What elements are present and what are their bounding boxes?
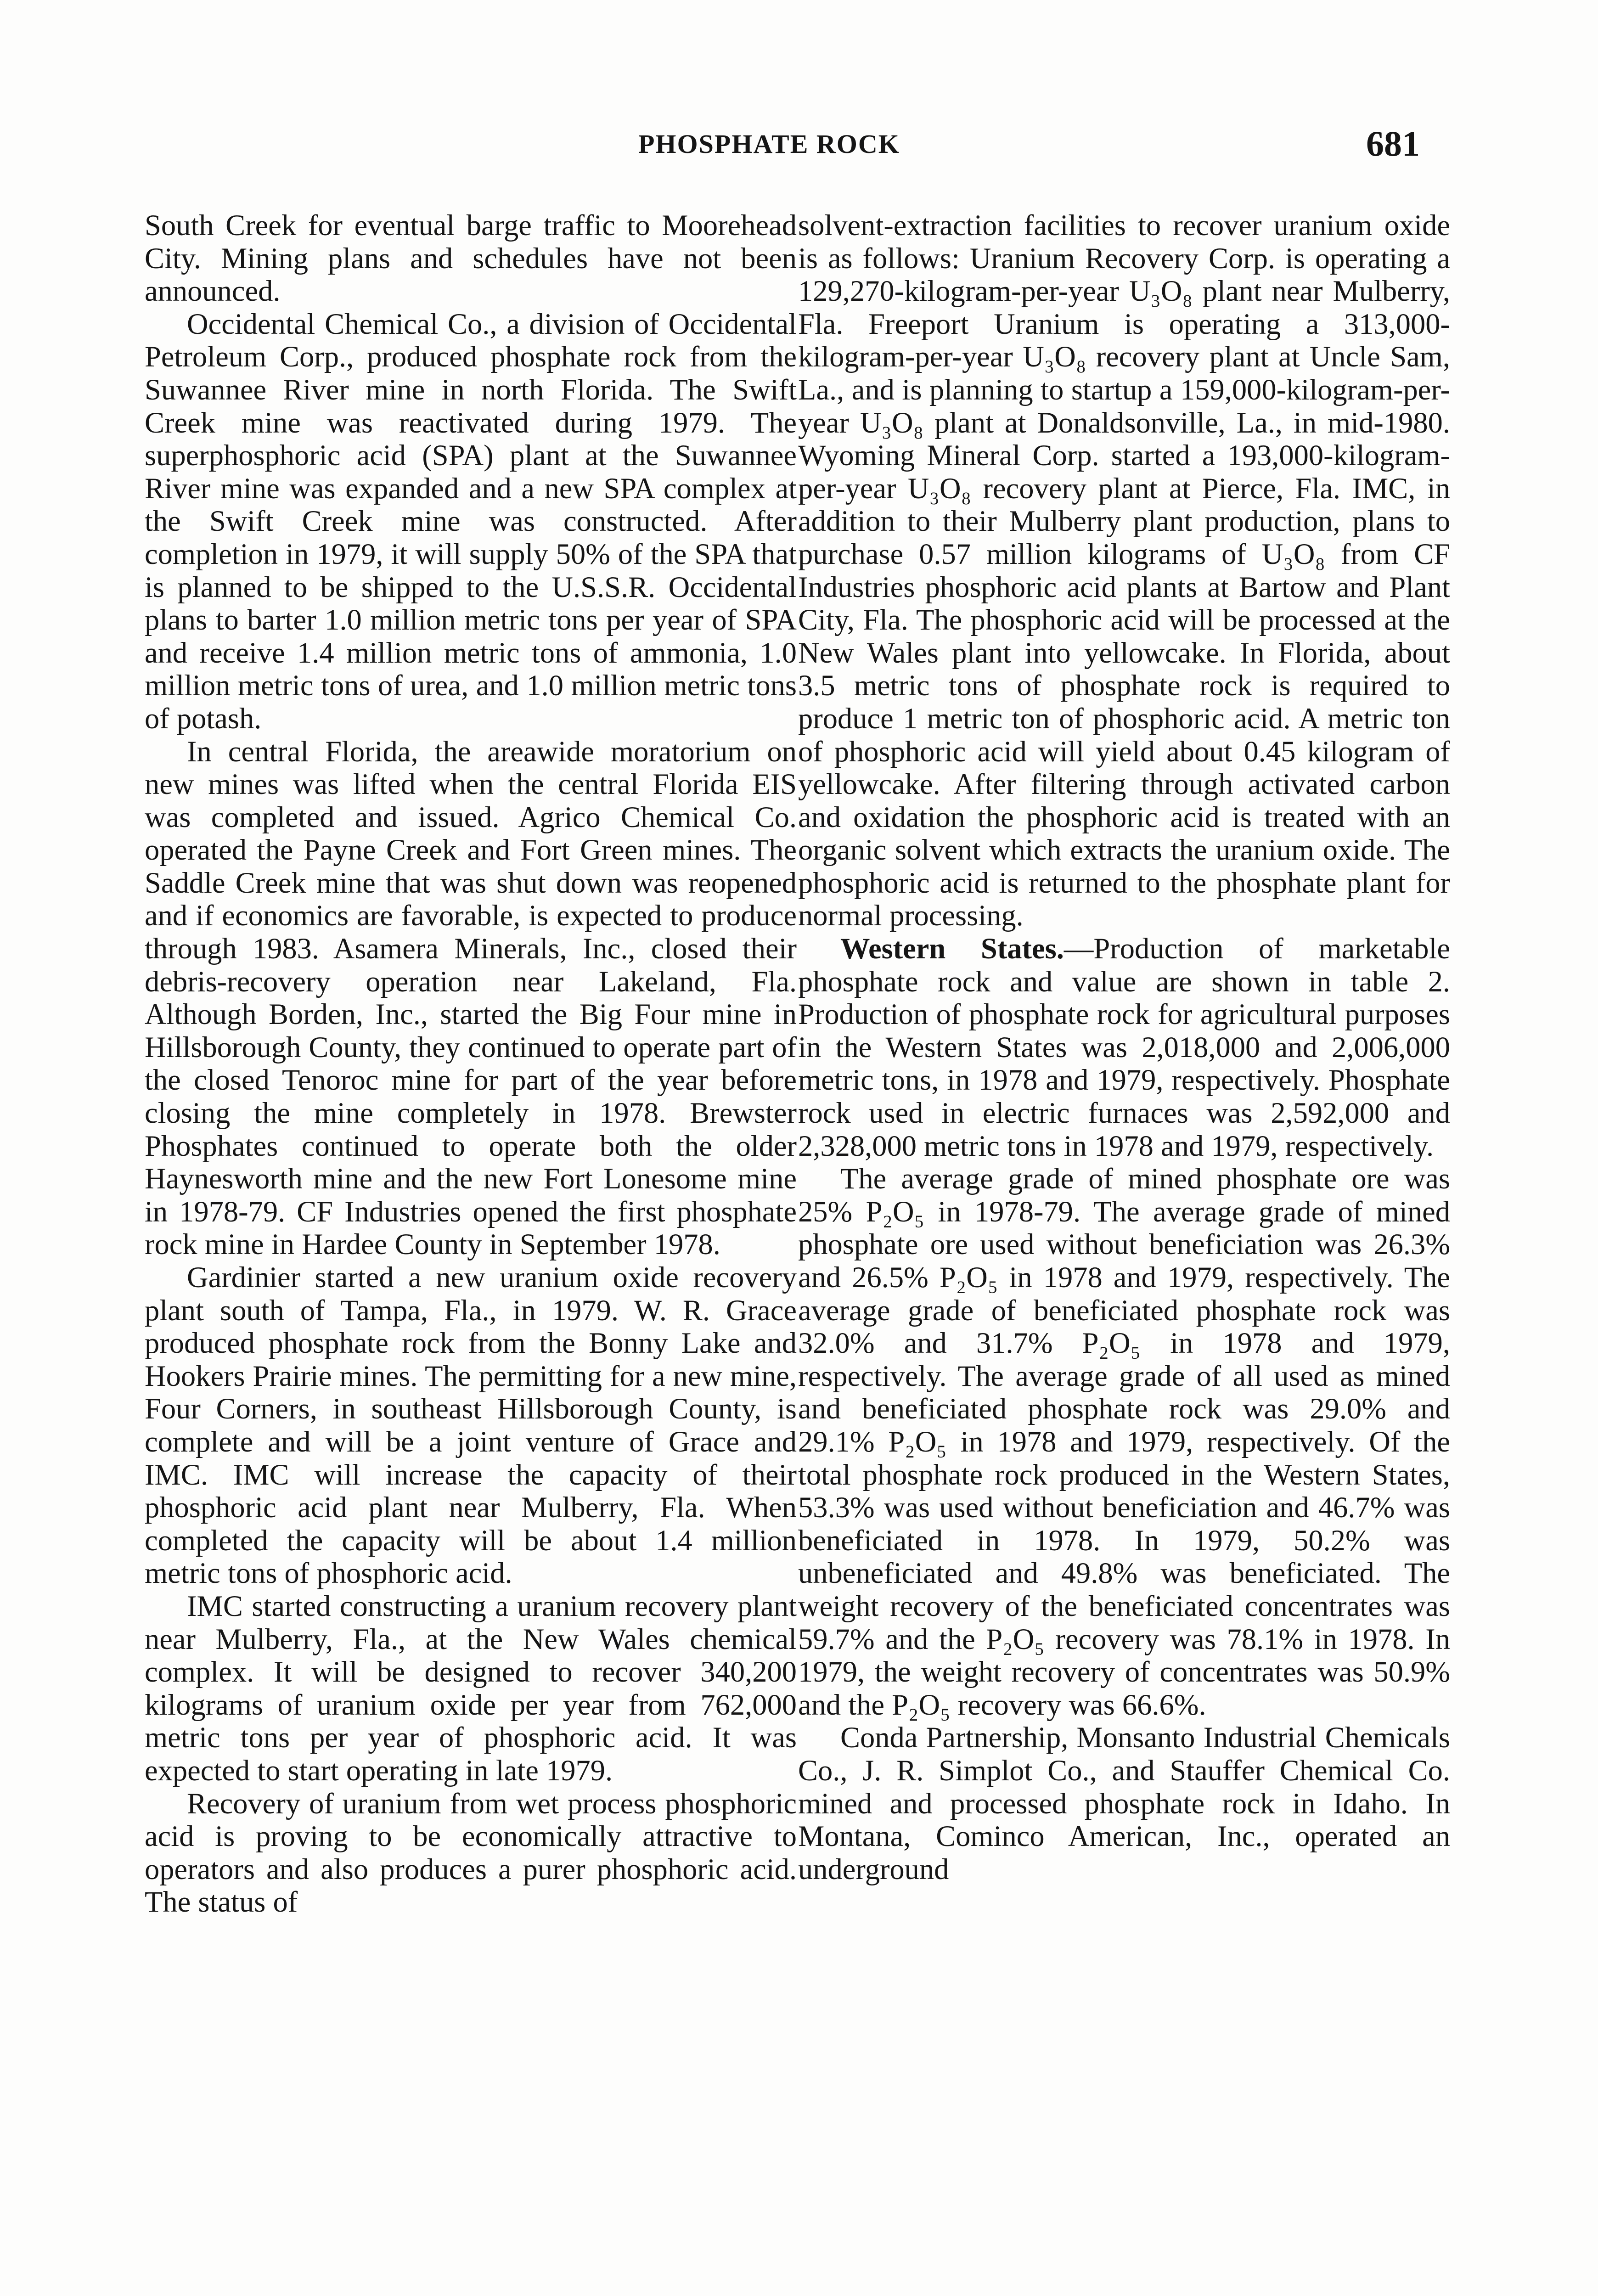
paragraph: Gardinier started a new uranium oxide recovery plant south of Tampa, Fla., in 1979. W. R. Grace produced phosphate rock from the Bonny Lake and Hookers Prairie mines. The permitting for a new mine, Four Corners, in southeast Hillsborough County, is complete and will be a joint venture of Grace and IMC. IMC will increase the capacity of their phosphoric acid plant near Mulberry, Fla. When completed the capacity will be about 1.4 million metric tons of phosphoric acid. (145, 1261, 797, 1590)
paragraph: In central Florida, the areawide moratorium on new mines was lifted when the central Florida EIS was completed and issued. Agrico Chemical Co. operated the Payne Creek and Fort Green mines. The Saddle Creek mine that was shut down was reopened and if economics are favorable, is expected to produce through 1983. Asamera Minerals, Inc., closed their debris-recovery operation near Lakeland, Fla. Although Borden, Inc., started the Big Four mine in Hillsborough County, they continued to operate part of the closed Tenoroc mine for part of the year before closing the mine completely in 1978. Brewster Phosphates continued to operate both the older Haynesworth mine and the new Fort Lonesome mine in 1978-79. CF Industries opened the first phosphate rock mine in Hardee County in September 1978. (145, 735, 797, 1261)
paragraph: Occidental Chemical Co., a division of Occidental Petroleum Corp., produced phosphate rock from the Suwannee River mine in north Florida. The Swift Creek mine was reactivated during 1979. The superphosphoric acid (SPA) plant at the Suwannee River mine was expanded and a new SPA complex at the Swift Creek mine was constructed. After completion in 1979, it will supply 50% of the SPA that is planned to be shipped to the U.S.S.R. Occidental plans to barter 1.0 million metric tons per year of SPA and receive 1.4 million metric tons of ammonia, 1.0 million metric tons of urea, and 1.0 million metric tons of potash. (145, 307, 797, 735)
section-run-in-heading: Western States. (840, 932, 1064, 965)
paragraph: South Creek for eventual barge traffic to Moorehead City. Mining plans and schedules have not been announced. (145, 209, 797, 308)
paragraph: solvent-extraction facilities to recover uranium oxide is as follows: Uranium Recovery Corp. is operating a 129,270-kilogram-per-year U₃O₈ plant near Mulberry, Fla. Freeport Uranium is operating a 313,000-kilogram-per-year U₃O₈ recovery plant at Uncle Sam, La., and is planning to startup a 159,000-kilogram-per-year U₃O₈ plant at Donaldsonville, La., in mid-1980. Wyoming Mineral Corp. started a 193,000-kilogram-per-year U₃O₈ recovery plant at Pierce, Fla. IMC, in addition to their Mulberry plant production, plans to purchase 0.57 million kilograms of U₃O₈ from CF Industries phosphoric acid plants at Bartow and Plant City, Fla. The phosphoric acid will be processed at the New Wales plant into yellowcake. In Florida, about 3.5 metric tons of phosphate rock is required to produce 1 metric ton of phosphoric acid. A metric ton of phosphoric acid will yield about 0.45 kilogram of yellowcake. After filtering through activated carbon and oxidation the phosphoric acid is treated with an organic solvent which extracts the uranium oxide. The phosphoric acid is returned to the phosphate plant for normal processing. (798, 209, 1450, 932)
paragraph-western-states (798, 932, 1450, 1162)
paragraph: IMC started constructing a uranium recovery plant near Mulberry, Fla., at the New Wales chemical complex. It will be designed to recover 340,200 kilograms of uranium oxide per year from 762,000 metric tons per year of phosphoric acid. It was expected to start operating in late 1979. (145, 1589, 797, 1787)
running-header (0, 123, 1598, 164)
paragraph: Conda Partnership, Monsanto Industrial Chemicals Co., J. R. Simplot Co., and Stauffer Chemical Co. mined and processed phosphate rock in Idaho. In Montana, Cominco American, Inc., operated an underground (798, 1721, 1450, 1885)
running-title: PHOSPHATE ROCK (638, 129, 900, 159)
paragraph: Recovery of uranium from wet process phosphoric acid is proving to be economically attractive to operators and also produces a purer phosphoric acid. The status of (145, 1787, 797, 1919)
right-column (798, 209, 1450, 1885)
page-number: 681 (1366, 124, 1420, 163)
left-column (145, 209, 797, 1919)
paragraph-text: —Production of marketable phosphate rock and value are shown in table 2. Production of phosphate rock for agricultural purposes in the Western States was 2,018,000 and 2,006,000 metric tons, in 1978 and 1979, respectively. Phosphate rock used in electric furnaces was 2,592,000 and 2,328,000 metric tons in 1978 and 1979, respectively. (798, 932, 1450, 1162)
paragraph: The average grade of mined phosphate ore was 25% P₂O₅ in 1978-79. The average grade of mined phosphate ore used without beneficiation was 26.3% and 26.5% P₂O₅ in 1978 and 1979, respectively. The average grade of beneficiated phosphate rock was 32.0% and 31.7% P₂O₅ in 1978 and 1979, respectively. The average grade of all used as mined and beneficiated phosphate rock was 29.0% and 29.1% P₂O₅ in 1978 and 1979, respectively. Of the total phosphate rock produced in the Western States, 53.3% was used without beneficiation and 46.7% was beneficiated in 1978. In 1979, 50.2% was unbeneficiated and 49.8% was beneficiated. The weight recovery of the beneficiated concentrates was 59.7% and the P₂O₅ recovery was 78.1% in 1978. In 1979, the weight recovery of concentrates was 50.9% and the P₂O₅ recovery was 66.6%. (798, 1162, 1450, 1721)
